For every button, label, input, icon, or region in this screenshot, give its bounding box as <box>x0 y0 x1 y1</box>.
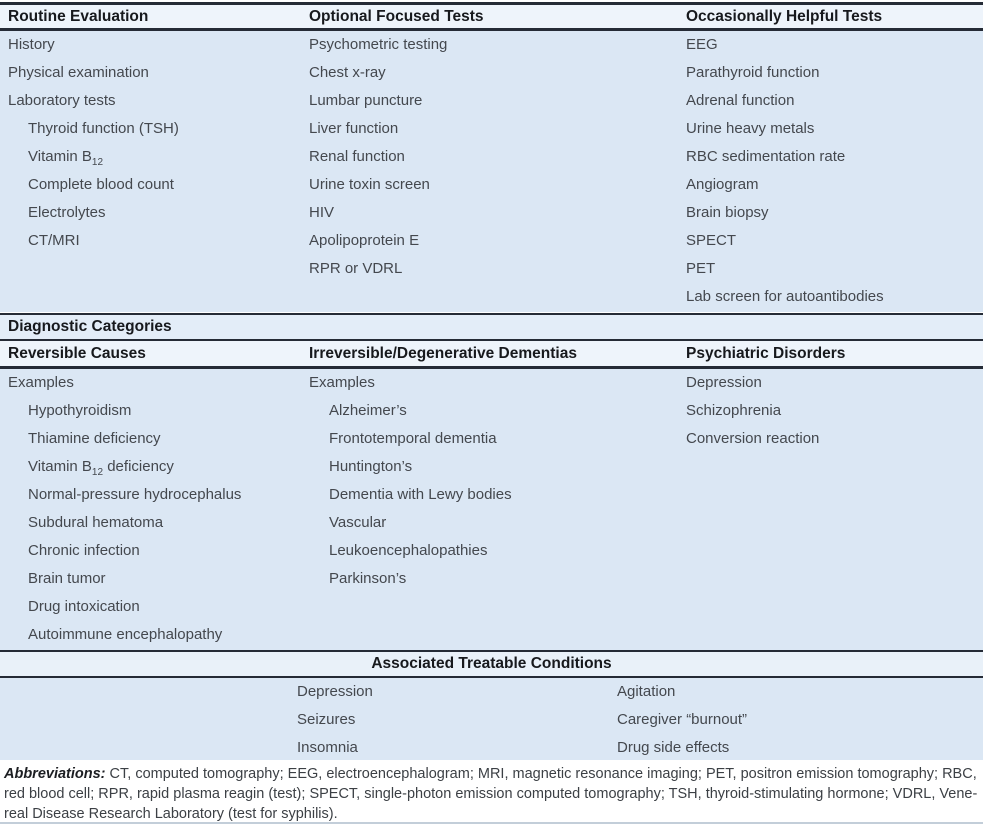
header-occasionally-helpful-tests: Occasionally Helpful Tests <box>686 8 883 25</box>
list-item: Conversion reaction <box>686 430 820 447</box>
list-item: Complete blood count <box>28 176 174 193</box>
list-item: Physical examination <box>8 64 149 81</box>
list-item: Examples <box>8 374 74 391</box>
list-item: History <box>8 36 55 53</box>
list-item: Depression <box>297 683 373 700</box>
categories-header-row <box>0 341 983 366</box>
list-item: Urine heavy metals <box>686 120 815 137</box>
footnote-line <box>4 764 979 784</box>
list-item: Hypothyroidism <box>28 402 132 419</box>
reversible-causes-list <box>8 369 241 649</box>
list-item: Normal-pressure hydrocephalus <box>28 486 242 503</box>
list-item: Leukoencephalopathies <box>329 542 488 559</box>
footnote-line: red blood cell; RPR, rapid plasma reagin (test); SPECT, single-photon emission computed tomography; TSH, thyroid-stimulating hormone; VDRL, Vene- <box>4 786 978 802</box>
header-optional-focused-tests: Optional Focused Tests <box>309 8 484 25</box>
psychiatric-disorders-list <box>686 369 819 453</box>
list-item: Psychometric testing <box>309 36 448 53</box>
list-item: PET <box>686 260 716 277</box>
abbreviations-footnote <box>0 760 983 824</box>
list-item: Schizophrenia <box>686 402 782 419</box>
list-item: Parathyroid function <box>686 64 820 81</box>
list-item: Dementia with Lewy bodies <box>329 486 512 503</box>
header-psychiatric-disorders: Psychiatric Disorders <box>686 345 846 362</box>
associated-conditions-list-left <box>297 678 373 760</box>
list-item: SPECT <box>686 232 737 249</box>
routine-evaluation-list <box>8 31 179 255</box>
list-item: Drug side effects <box>617 739 730 756</box>
list-item: Subdural hematoma <box>28 514 164 531</box>
list-item: Vascular <box>329 514 387 531</box>
footnote-line: real Disease Research Laboratory (test for syphilis). <box>4 806 338 822</box>
list-item: RBC sedimentation rate <box>686 148 846 165</box>
list-item: HIV <box>309 204 335 221</box>
diagnostic-categories-band: Diagnostic Categories <box>0 315 983 339</box>
list-item: Liver function <box>309 120 399 137</box>
list-item: Angiogram <box>686 176 759 193</box>
list-item: Thyroid function (TSH) <box>28 120 179 137</box>
list-item: Frontotemporal dementia <box>329 430 497 447</box>
list-item: Lumbar puncture <box>309 92 423 109</box>
associated-conditions-body <box>0 678 983 760</box>
list-item: Chronic infection <box>28 542 140 559</box>
list-item: Chest x-ray <box>309 64 386 81</box>
associated-treatable-conditions-band: Associated Treatable Conditions <box>0 652 983 676</box>
list-item: Caregiver “burnout” <box>617 711 748 728</box>
list-item: Vitamin $B_{12}$ deficiency <box>28 458 174 478</box>
tests-header-row <box>0 5 983 28</box>
list-item: Apolipoprotein E <box>309 232 420 249</box>
list-item: Brain biopsy <box>686 204 769 221</box>
abbreviations-label: Abbreviations: <box>4 766 106 782</box>
list-item: Depression <box>686 374 762 391</box>
tests-body <box>0 31 983 312</box>
list-item: Electrolytes <box>28 204 106 221</box>
categories-body <box>0 369 983 650</box>
list-item: RPR or VDRL <box>309 260 403 277</box>
list-item: Seizures <box>297 711 356 728</box>
list-item: Insomnia <box>297 739 358 756</box>
occasionally-helpful-tests-list <box>686 31 884 311</box>
list-item: Vitamin $B_{12}$ <box>28 148 104 168</box>
list-item: CT/MRI <box>28 232 80 249</box>
list-item: Thiamine deficiency <box>28 430 161 447</box>
list-item: Autoimmune encephalopathy <box>28 626 223 643</box>
list-item: Agitation <box>617 683 676 700</box>
list-item: Examples <box>309 374 375 391</box>
header-reversible-causes: Reversible Causes <box>8 345 146 362</box>
list-item: Adrenal function <box>686 92 795 109</box>
list-item: Parkinson’s <box>329 570 407 587</box>
list-item: Urine toxin screen <box>309 176 430 193</box>
list-item: Alzheimer’s <box>329 402 407 419</box>
irreversible-dementias-list <box>309 369 512 593</box>
header-routine-evaluation: Routine Evaluation <box>8 8 149 25</box>
header-irreversible-dementias: Irreversible/Degenerative Dementias <box>309 345 577 362</box>
optional-focused-tests-list <box>309 31 447 283</box>
list-item: Drug intoxication <box>28 598 140 615</box>
list-item: Renal function <box>309 148 405 165</box>
associated-conditions-list-right <box>617 678 747 760</box>
list-item: Lab screen for autoantibodies <box>686 288 884 305</box>
list-item: Brain tumor <box>28 570 106 587</box>
footnote-text: CT, computed tomography; EEG, electroencephalogram; MRI, magnetic resonance imaging; PET, positron emission tomography; RBC, <box>105 766 977 782</box>
list-item: Laboratory tests <box>8 92 116 109</box>
list-item: EEG <box>686 36 718 53</box>
list-item: Huntington’s <box>329 458 413 475</box>
